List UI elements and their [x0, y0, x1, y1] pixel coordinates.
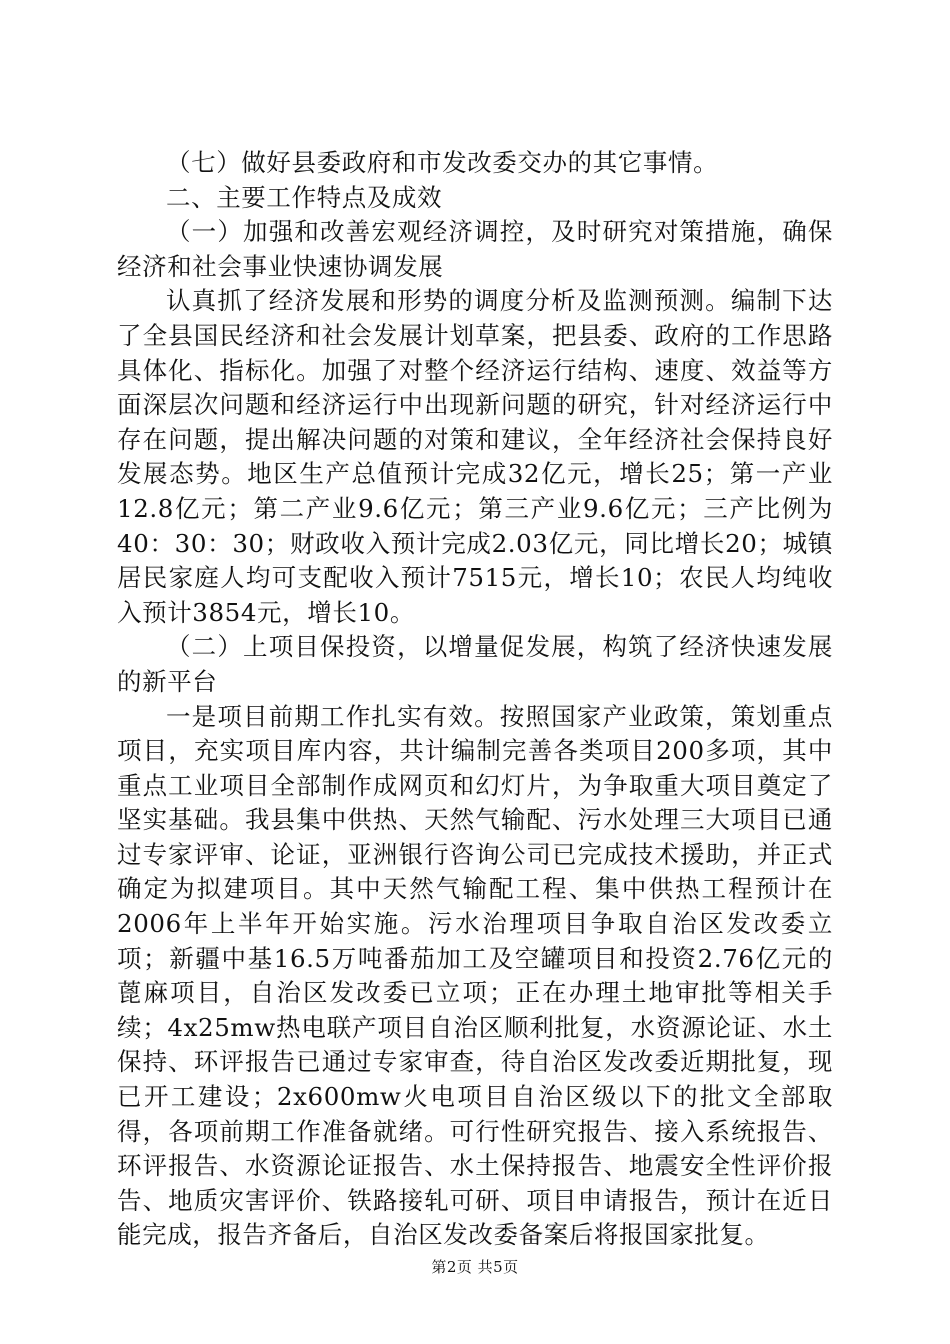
page-number: 第2页 共5页	[431, 1258, 519, 1276]
section-heading-main-features: 二、主要工作特点及成效	[166, 182, 443, 212]
document-body	[117, 146, 833, 1253]
paragraph-item-seven: （七）做好县委政府和市发改委交办的其它事情。	[166, 148, 719, 177]
paragraph-project-preparation: 一是项目前期工作扎实有效。按照国家产业政策，策划重点项目，充实项目库内容，共计编制完善各类项目200多项，其中重点工业项目全部制作成网页和幻灯片，为争取重大项目奠定了坚实基础。我县集中供热、天然气输配、污水处理三大项目已通过专家评审、论证，亚洲银行咨询公司已完成技术援助，并正式确定为拟建项目。其中天然气输配工程、集中供热工程预计在2006年上半年开始实施。污水治理项目争取自治区发改委立项；新疆中基16.5万吨番茄加工及空罐项目和投资2.76亿元的蓖麻项目，自治区发改委已立项；正在办理土地审批等相关手续；4x25mw热电联产项目自治区顺利批复，水资源论证、水土保持、环评报告已通过专家审查，待自治区发改委近期批复，现已开工建设；2x600mw火电项目自治区级以下的批文全部取得，各项前期工作准备就绪。可行性研究报告、接入系统报告、环评报告、水资源论证报告、水土保持报告、地震安全性评价报告、地质灾害评价、铁路接轧可研、项目申请报告，预计在近日能完成，报告齐备后，自治区发改委备案后将报国家批复。	[117, 701, 833, 1250]
subsection-heading-projects-investment: （二）上项目保投资，以增量促发展，构筑了经济快速发展的新平台	[117, 632, 833, 696]
paragraph-economic-analysis: 认真抓了经济发展和形势的调度分析及监测预测。编制下达了全县国民经济和社会发展计划草案，把县委、政府的工作思路具体化、指标化。加强了对整个经济运行结构、速度、效益等方面深层次问题和经济运行中出现新问题的研究，针对经济运行中存在问题，提出解决问题的对策和建议，全年经济社会保持良好发展态势。地区生产总值预计完成32亿元，增长25；第一产业12.8亿元；第二产业9.6亿元；第三产业9.6亿元；三产比例为40：30：30；财政收入预计完成2.03亿元，同比增长20；城镇居民家庭人均可支配收入预计7515元，增长10；农民人均纯收入预计3854元，增长10。	[117, 286, 833, 627]
subsection-heading-macro-control: （一）加强和改善宏观经济调控，及时研究对策措施，确保经济和社会事业快速协调发展	[117, 217, 833, 281]
